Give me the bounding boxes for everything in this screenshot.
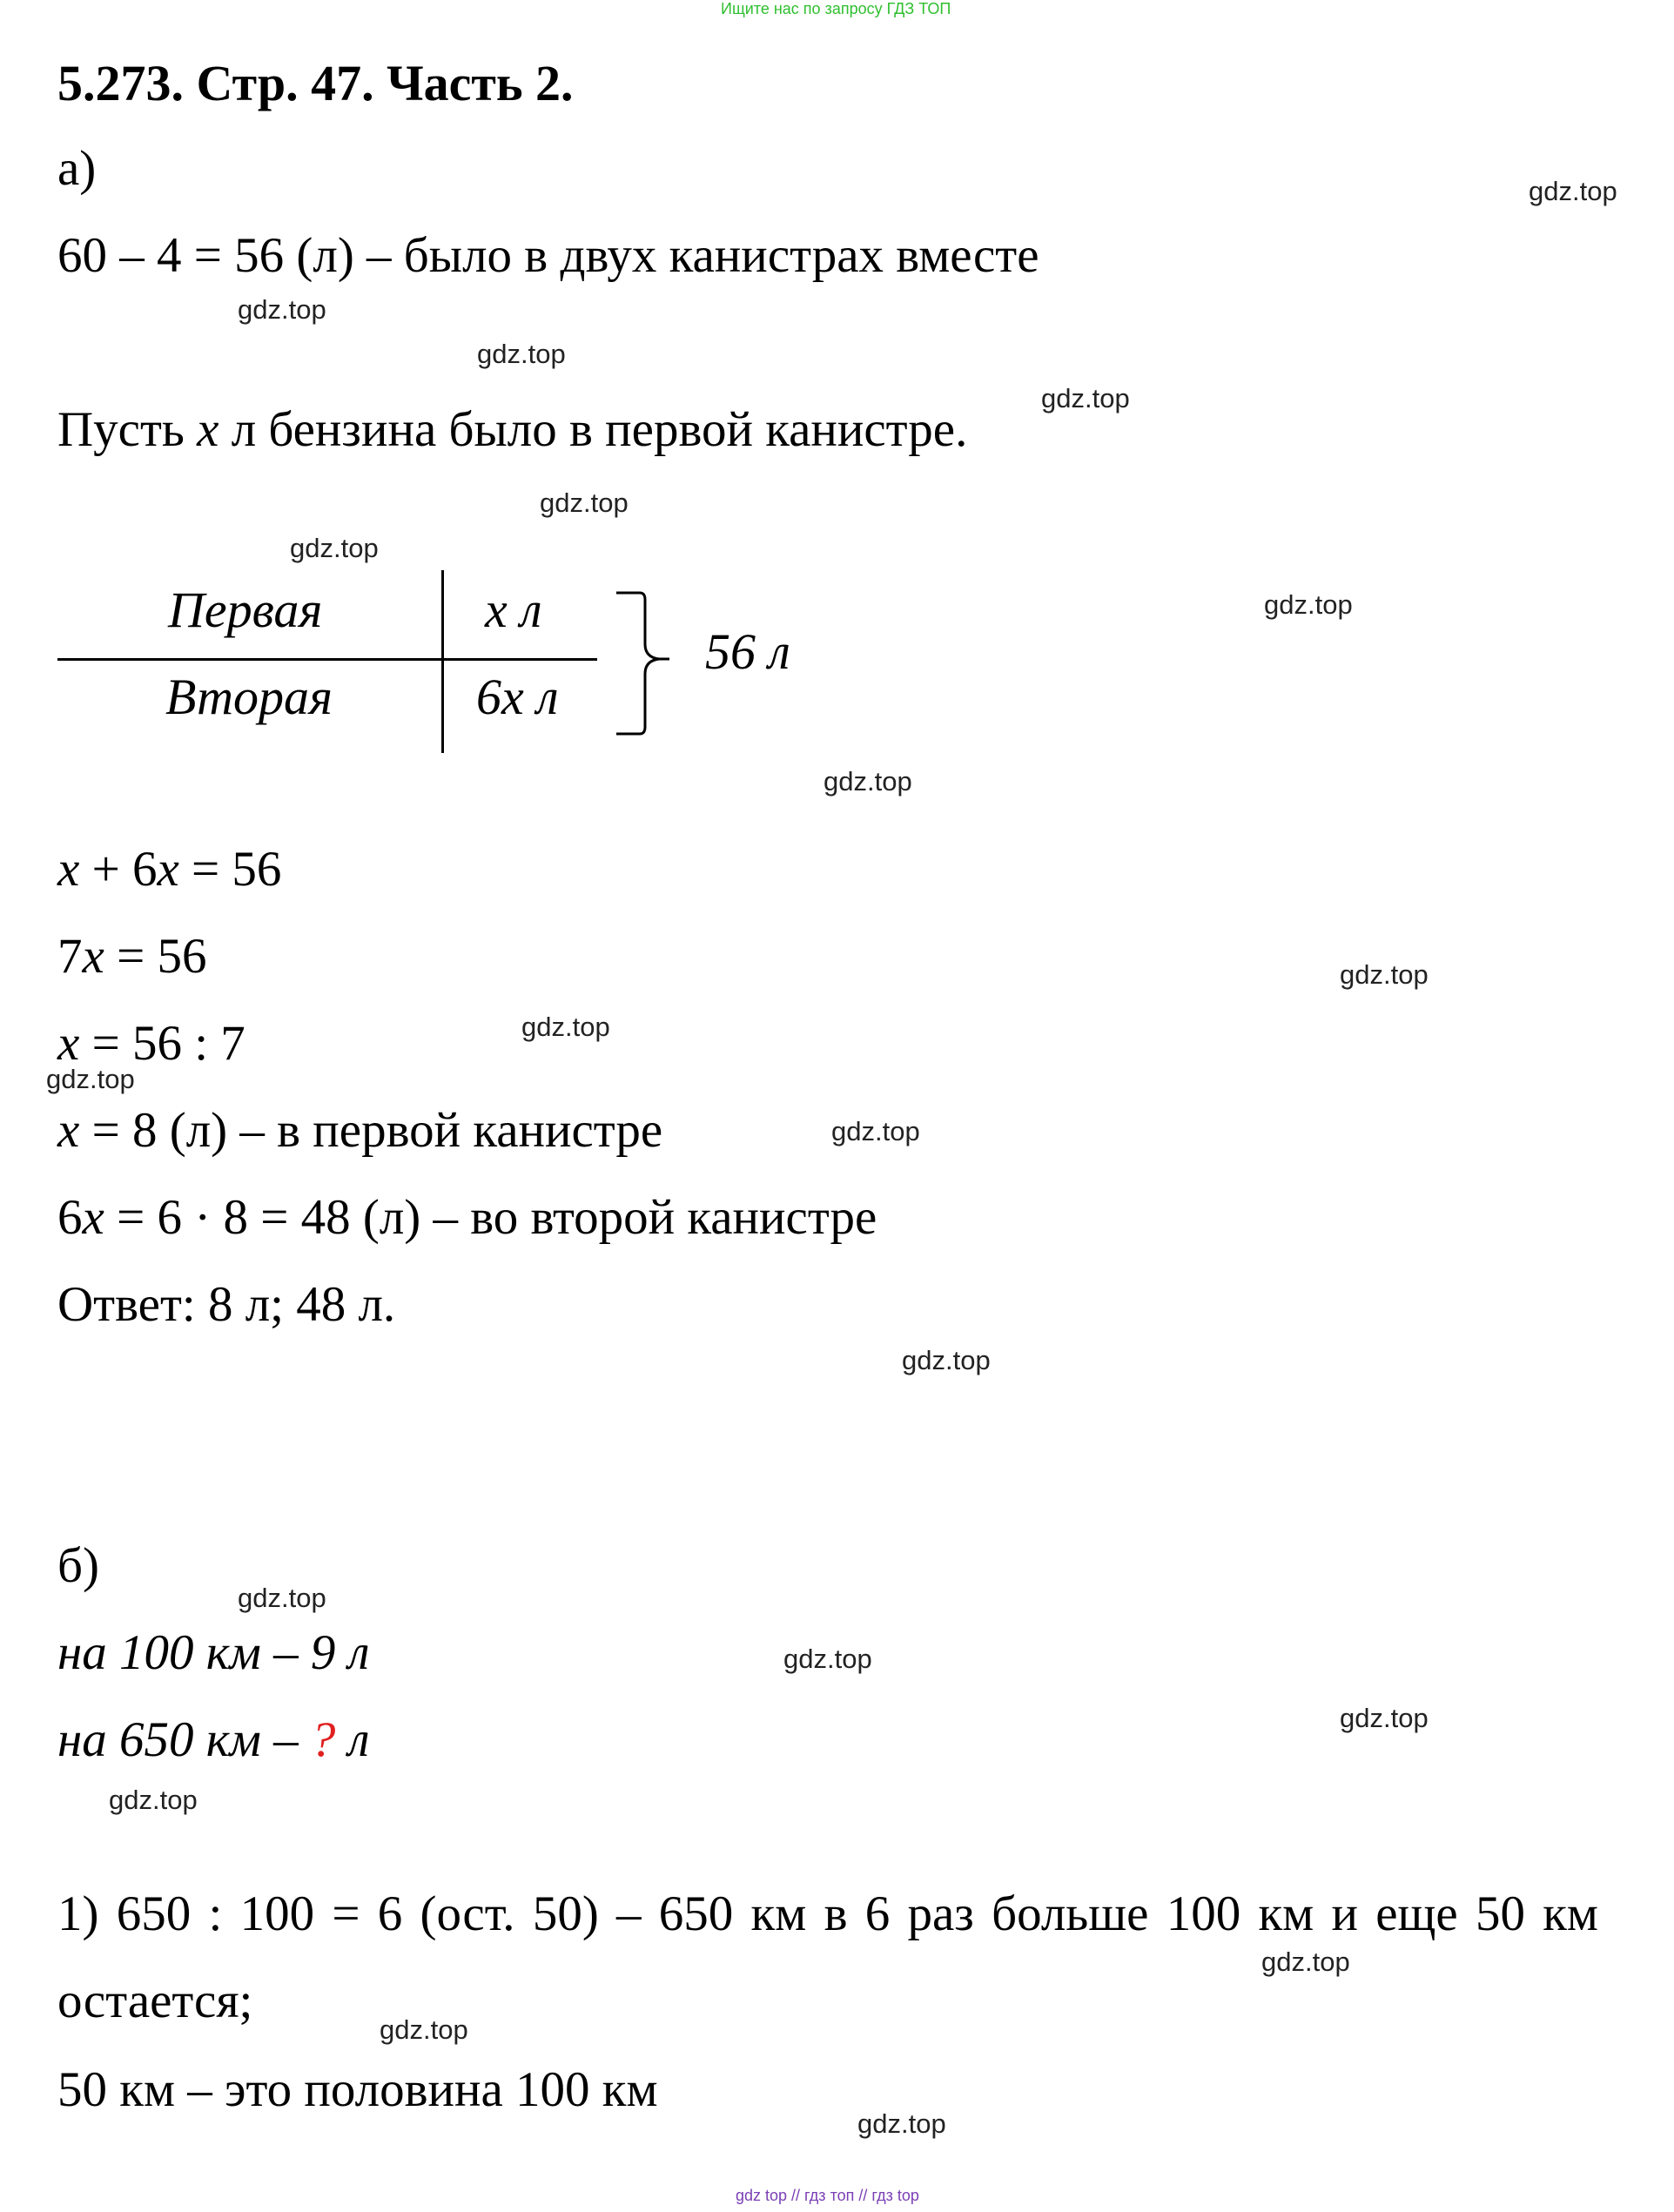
watermark: gdz.top	[521, 1012, 610, 1042]
watermark: gdz.top	[824, 766, 912, 797]
table-vertical-line	[441, 570, 444, 753]
part-a-label: а)	[57, 141, 97, 196]
condition-2: на 650 км – ? л	[57, 1712, 370, 1767]
part-b-label: б)	[57, 1538, 99, 1593]
watermark: gdz.top	[902, 1345, 991, 1375]
watermark: gdz.top	[783, 1644, 872, 1674]
watermark: gdz.top	[1340, 959, 1429, 990]
top-banner[interactable]: Ищите нас по запросу ГДЗ ТОП	[721, 0, 951, 17]
equation-2: 7x = 56	[57, 929, 207, 984]
row-second-value: 6x л	[476, 669, 559, 725]
step-1-line-3: 50 км – это половина 100 км	[57, 2062, 658, 2117]
let-statement: Пусть x л бензина было в первой канистре.	[57, 402, 968, 457]
page-title: 5.273. Стр. 47. Часть 2.	[57, 55, 574, 111]
watermark: gdz.top	[1261, 1946, 1350, 1977]
watermark: gdz.top	[831, 1116, 920, 1146]
watermark: gdz.top	[238, 1583, 326, 1613]
watermark: gdz.top	[238, 294, 326, 325]
watermark: gdz.top	[1340, 1703, 1429, 1733]
total-liters-line: 60 – 4 = 56 (л) – было в двух канистрах вместе	[57, 228, 1039, 283]
watermark: gdz.top	[540, 487, 629, 518]
row-second-label: Вторая	[165, 669, 333, 725]
bottom-banner[interactable]: gdz top // гдз топ // гдз top	[736, 2187, 919, 2204]
watermark: gdz.top	[477, 339, 566, 369]
equation-5: 6x = 6 · 8 = 48 (л) – во второй канистре	[57, 1190, 877, 1245]
equation-3: x = 56 : 7	[57, 1016, 245, 1071]
equation-1: x + 6x = 56	[57, 842, 282, 897]
row-first-label: Первая	[168, 582, 323, 638]
step-1-line-2: остается;	[57, 1973, 253, 2028]
row-first-value: x л	[485, 582, 542, 638]
canister-table	[57, 570, 597, 753]
equation-4: x = 8 (л) – в первой канистре	[57, 1103, 663, 1158]
watermark: gdz.top	[109, 1785, 198, 1815]
table-horizontal-line	[57, 658, 597, 661]
watermark: gdz.top	[857, 2108, 946, 2139]
condition-1: на 100 км – 9 л	[57, 1625, 370, 1680]
watermark: gdz.top	[290, 533, 379, 563]
watermark: gdz.top	[1041, 383, 1130, 413]
watermark: gdz.top	[380, 2014, 468, 2045]
watermark: gdz.top	[1529, 176, 1617, 206]
curly-brace-icon	[614, 588, 675, 740]
step-1-line-1: 1) 650 : 100 = 6 (ост. 50) – 650 км в 6 раз больше 100 км и еще 50 км	[57, 1886, 1598, 1941]
watermark: gdz.top	[1264, 589, 1353, 620]
total-label: 56 л	[705, 623, 790, 680]
watermark: gdz.top	[46, 1064, 135, 1094]
answer-a: Ответ: 8 л; 48 л.	[57, 1277, 396, 1332]
